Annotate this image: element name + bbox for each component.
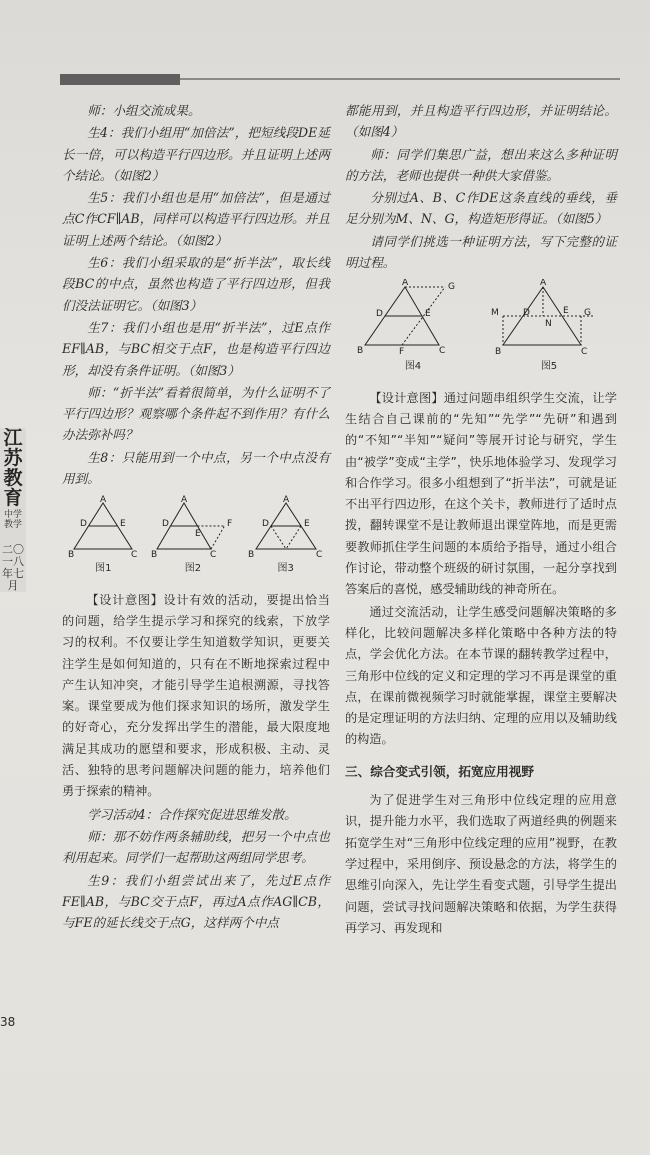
label-F: F <box>399 347 405 356</box>
label-B: B <box>68 550 75 558</box>
label-A: A <box>402 279 409 289</box>
label-D: D <box>261 519 269 530</box>
paragraph: 师：那不妨作两条辅助线，把另一个中点也利用起来。同学们一起帮助这两组同学思考。 <box>62 828 330 866</box>
issue-date: 二〇一八年七月 <box>2 543 24 592</box>
figure-2-diagram <box>151 495 235 557</box>
right-column <box>345 100 617 940</box>
label-E: E <box>425 309 431 320</box>
label-G: G <box>584 308 591 319</box>
paragraph: 【设计意图】设计有效的活动，要提出恰当的问题，给学生提示学习和探究的线索，下放学习的权利。不仅要让学生知道数学知识，更要关注学生是如何知道的，只有在不断地探索过程中产生认知冲突，才能引导学生追根溯源，寻找答案。课堂要成为他们探求知识的场所，激发学生的好奇心，充分发挥出学生的潜能，最大限度地满足其成功的愿望和要求，形成积极、主动、灵活、独特的思考问题解决问题的能力，培养他们勇于探索的精神。 <box>62 592 330 799</box>
paragraph: 生8：只能用到一个中点，另一个中点没有用到。 <box>62 449 330 487</box>
paragraph: 师：同学们集思广益，想出来这么多种证明的方法，老师也提供一种供大家借鉴。 <box>345 146 617 183</box>
page-number: 38 <box>0 1015 16 1029</box>
journal-logo: 江苏教育 <box>3 427 23 509</box>
figure-1-caption: 图1 <box>95 563 112 575</box>
paragraph: 为了促进学生对三角形中位线定理的应用意识，提升能力水平，我们选取了两道经典的例题来拓宽学生对“三角形中位线定理的应用”视野，在教学过程中，采用倒序、预设悬念的方法，将学生的思维引向深入，先让学生看变式题，引导学生提出问题，尝试寻找问题解决策略和依据，为学生获得再学习、再发现和 <box>345 793 617 935</box>
paragraph: 学习活动4：合作探究促进思维发散。 <box>87 806 297 822</box>
section-heading: 三、综合变式引领，拓宽应用视野 <box>345 763 534 779</box>
label-D: D <box>523 308 530 319</box>
paragraph: 师：“折半法”看着很简单，为什么证明不了平行四边形？观察哪个条件起不到作用？有什么办法弥补吗？ <box>62 384 330 443</box>
paragraph: 请同学们挑选一种证明方法，写下完整的证明过程。 <box>345 233 617 271</box>
paragraph: 分别过A、B、C作DE这条直线的垂线，垂足分别为M、N、G，构造矩形得证。（如图5） <box>345 190 617 227</box>
paragraph: 通过交流活动，让学生感受问题解决策略的多样化，比较问题解决多样化策略中各种方法的特点，学会优化方法。在本节课的翻转教学过程中，三角形中位线的定义和定理的学习不再是课堂的重点，在课前微视频学习时就能掌握，课堂主要解决的是定理证明的方法归纳、定理的应用以及辅助线的构造。 <box>345 604 617 747</box>
figure-4 <box>353 279 473 377</box>
label-C: C <box>439 346 446 356</box>
figure-4-diagram <box>353 279 473 355</box>
figure-5-diagram <box>489 279 609 355</box>
label-A: A <box>540 279 547 289</box>
paragraph: 【设计意图】通过问题串组织学生交流，让学生结合自己课前的“先知”“先学”“先研”和遇到的“不知”“半知”“疑问”等展开讨论与研究，学生由“被学”变成“主学”，快乐地体验学习、发现学习和合作学习。很多小组想到了“折半法”，可就是证不出平行四边形，在这个关卡，教师进行了适时点拨，翻转课堂不是让教师退出课堂阵地，而是更需要教师抓住学生问题的本质给予指导，通过小组合作讨论，带动整个班级的研讨氛围，一起分享找到答案后的喜悦，感受辅助线的神奇所在。 <box>345 390 617 597</box>
label-D: D <box>161 519 169 530</box>
paragraph: 都能用到，并且构造平行四边形，并证明结论。（如图4） <box>345 103 617 140</box>
paragraph: 生6：我们小组采取的是“折半法”，取长线段BC的中点，虽然也构造了平行四边形，但我们没法证明它。（如图3） <box>62 255 330 313</box>
left-column <box>62 100 330 934</box>
figure-2-caption: 图2 <box>184 563 202 575</box>
figure-2 <box>151 495 235 579</box>
paragraph: 生9：我们小组尝试出来了，先过E点作FE∥AB，与BC交于点F，再过A点作AG∥CB，与FE的延长线交于点G，这样两个中点 <box>62 872 330 931</box>
label-C: C <box>131 550 138 558</box>
label-M: M <box>491 308 499 319</box>
label-E: E <box>120 519 127 530</box>
figures-1-3 <box>62 495 330 579</box>
label-D: D <box>80 519 88 530</box>
header-rule <box>180 78 620 80</box>
journal-sidebar <box>0 428 26 592</box>
label-B: B <box>357 346 364 356</box>
label-B: B <box>247 550 254 558</box>
label-E: E <box>194 529 201 540</box>
figure-3-caption: 图3 <box>277 563 294 575</box>
figure-5-caption: 图5 <box>540 361 558 373</box>
label-A: A <box>100 495 107 506</box>
figure-1 <box>68 495 138 579</box>
figure-5 <box>489 279 609 377</box>
paragraph: 师：小组交流成果。 <box>87 103 201 118</box>
paragraph: 生4：我们小组用“加倍法”，把短线段DE延长一倍，可以构造平行四边形。并且证明上述两个结论。（如图2） <box>62 125 330 183</box>
label-N: N <box>545 319 552 330</box>
label-D: D <box>376 309 383 320</box>
label-G: G <box>448 282 455 293</box>
figure-3-diagram <box>248 495 324 557</box>
figures-4-5 <box>345 279 617 377</box>
label-E: E <box>563 306 569 317</box>
journal-section: 中学教学 <box>3 510 22 530</box>
paragraph: 生5：我们小组也是用“加倍法”，但是通过点C作CF∥AB，同样可以构造平行四边形。并且证明上述两个结论。（如图2） <box>62 190 330 248</box>
label-C: C <box>315 550 322 558</box>
label-A: A <box>282 495 289 506</box>
paragraph: 生7：我们小组也是用“折半法”，过E点作EF∥AB，与BC相交于点F，也是构造平行四边形，却没有条件证明。（如图3） <box>62 319 330 378</box>
label-F: F <box>226 519 233 530</box>
label-E: E <box>303 519 310 530</box>
label-B: B <box>495 347 502 356</box>
label-B: B <box>150 550 158 558</box>
header-bar <box>60 74 180 85</box>
label-C: C <box>209 550 217 558</box>
figure-1-diagram <box>68 495 138 557</box>
figure-3 <box>248 495 324 579</box>
figure-4-caption: 图4 <box>404 361 422 373</box>
label-A: A <box>180 495 188 506</box>
label-C: C <box>581 347 588 356</box>
